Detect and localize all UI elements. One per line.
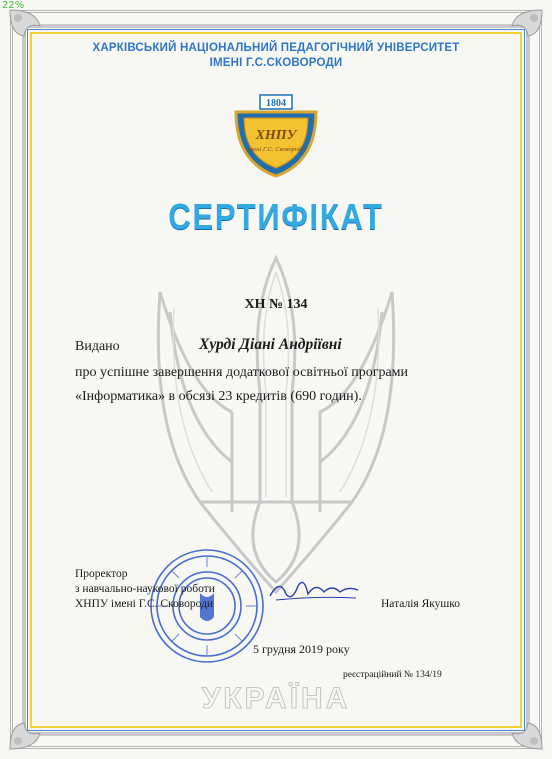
certificate-number: ХН № 134 [244,297,308,312]
university-emblem-icon [226,92,326,180]
position-line-3: ХНПУ імені Г.С. Сковороди [75,598,214,610]
signer-name: Наталія Якушко [381,598,461,610]
certificate-body [75,361,480,409]
university-name-line2: ІМЕНІ Г.С.СКОВОРОДИ [209,57,343,69]
ukraine-watermark: УКРАЇНА [201,682,351,715]
university-name-line1: ХАРКІВСЬКИЙ НАЦІОНАЛЬНИЙ ПЕДАГОГІЧНИЙ УНІВЕРСИТЕТ [92,42,460,54]
zoom-indicator: 22% [2,0,25,11]
emblem-year: 1804 [266,98,286,109]
handwritten-signature-icon [266,572,362,606]
signatory-position [75,567,215,612]
registration-number: реєстраційний № 134/19 [343,670,442,680]
recipient-name: Хурді Діані Андріївні [199,336,342,353]
emblem-subtitle: імені Г.С. Сковороди [247,146,305,153]
position-line-2: з навчально-наукової роботи [75,583,215,595]
issued-label: Видано [75,339,120,354]
position-line-1: Проректор [75,568,128,580]
body-line-1: про успішне завершення додаткової освітньої програми [75,365,409,380]
issue-date: 5 грудня 2019 року [253,642,350,656]
body-line-2: «Інформатика» в обсязі 23 кредитів (690 годин). [75,389,362,404]
emblem-monogram: ХНПУ [255,128,297,143]
certificate-title: СЕРТИФІКАТ [168,196,384,237]
